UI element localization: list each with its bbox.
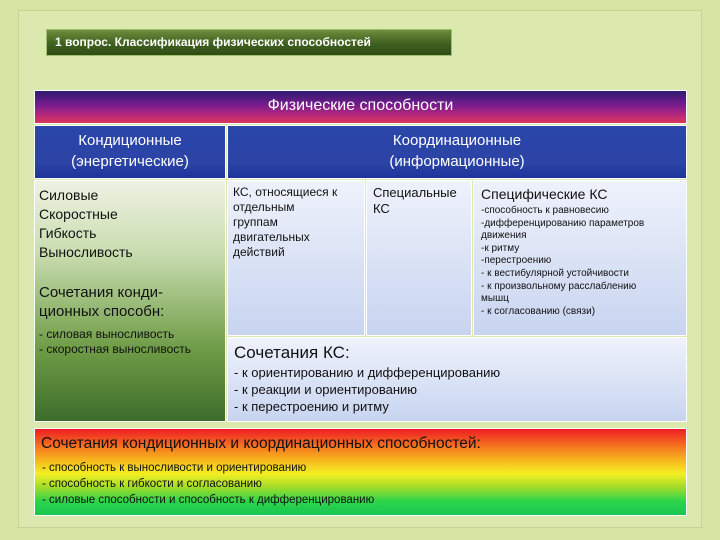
conditional-header-line2: (энергетические) <box>71 153 189 170</box>
list-item: Силовые <box>39 187 99 203</box>
list-item: мышц <box>481 293 509 305</box>
special-ks-cell <box>366 180 472 336</box>
list-item: Выносливость <box>39 244 133 260</box>
list-item: - способность к гибкости и согласованию <box>42 478 262 490</box>
combo-title-line2: ционных способн: <box>39 303 165 320</box>
list-item: -способность к равновесию <box>481 205 609 216</box>
ks-combinations-title: Сочетания КС: <box>234 343 350 362</box>
list-item: Гибкость <box>39 225 97 241</box>
conditional-combo-title <box>39 283 164 321</box>
list-item: группам <box>233 215 278 229</box>
slide-title: 1 вопрос. Классификация физических способностей <box>46 29 452 56</box>
conditional-body <box>34 180 226 422</box>
list-item: - силовые способности и способность к дифференцированию <box>42 494 375 506</box>
coordination-header <box>227 125 687 179</box>
list-item: двигательных <box>233 230 310 244</box>
list-item: - к ориентированию и дифференцированию <box>234 365 501 380</box>
list-item: -перестроению <box>481 255 552 267</box>
list-item: движения <box>481 230 527 242</box>
list-item: -к ритму <box>481 242 520 254</box>
main-header: Физические способности <box>34 90 687 124</box>
conditional-header-line1: Кондиционные <box>78 132 182 149</box>
bottom-combinations-box <box>34 428 687 516</box>
list-item: -дифференцированию параметров <box>481 217 645 229</box>
bottom-combinations-title: Сочетания кондиционных и координационных способностей: <box>41 435 481 452</box>
list-item: Скоростные <box>39 206 118 222</box>
specific-ks-list <box>481 205 686 318</box>
list-item: КС <box>373 201 390 216</box>
specific-ks-title: Специфические КС <box>481 186 608 202</box>
list-item: - к согласованию (связи) <box>481 305 596 317</box>
list-item: отдельным <box>233 200 295 214</box>
coordination-header-line2: (информационные) <box>389 153 525 170</box>
specific-ks-cell <box>473 180 687 336</box>
list-item: - к реакции и ориентированию <box>234 382 418 397</box>
conditional-header <box>34 125 226 179</box>
ks-groups-cell <box>227 180 365 336</box>
combo-title-line1: Сочетания конди- <box>39 284 163 301</box>
list-item: - скоростная выносливость <box>39 342 192 356</box>
conditional-list <box>39 186 133 262</box>
list-item: действий <box>233 245 285 259</box>
list-item: Специальные <box>373 185 457 200</box>
bottom-combinations-list <box>42 460 374 508</box>
list-item: - силовая выносливость <box>39 327 175 341</box>
conditional-combo-list <box>39 327 191 357</box>
list-item: - к перестроению и ритму <box>234 399 389 414</box>
list-item: - способность к выносливости и ориентированию <box>42 462 307 474</box>
list-item: - к произвольному расслаблению <box>481 280 637 292</box>
ks-combinations-list <box>234 364 686 415</box>
list-item: КС, относящиеся к <box>233 185 338 199</box>
ks-combinations-cell <box>227 337 687 422</box>
coordination-header-line1: Координационные <box>392 132 522 149</box>
list-item: - к вестибулярной устойчивости <box>481 267 629 279</box>
